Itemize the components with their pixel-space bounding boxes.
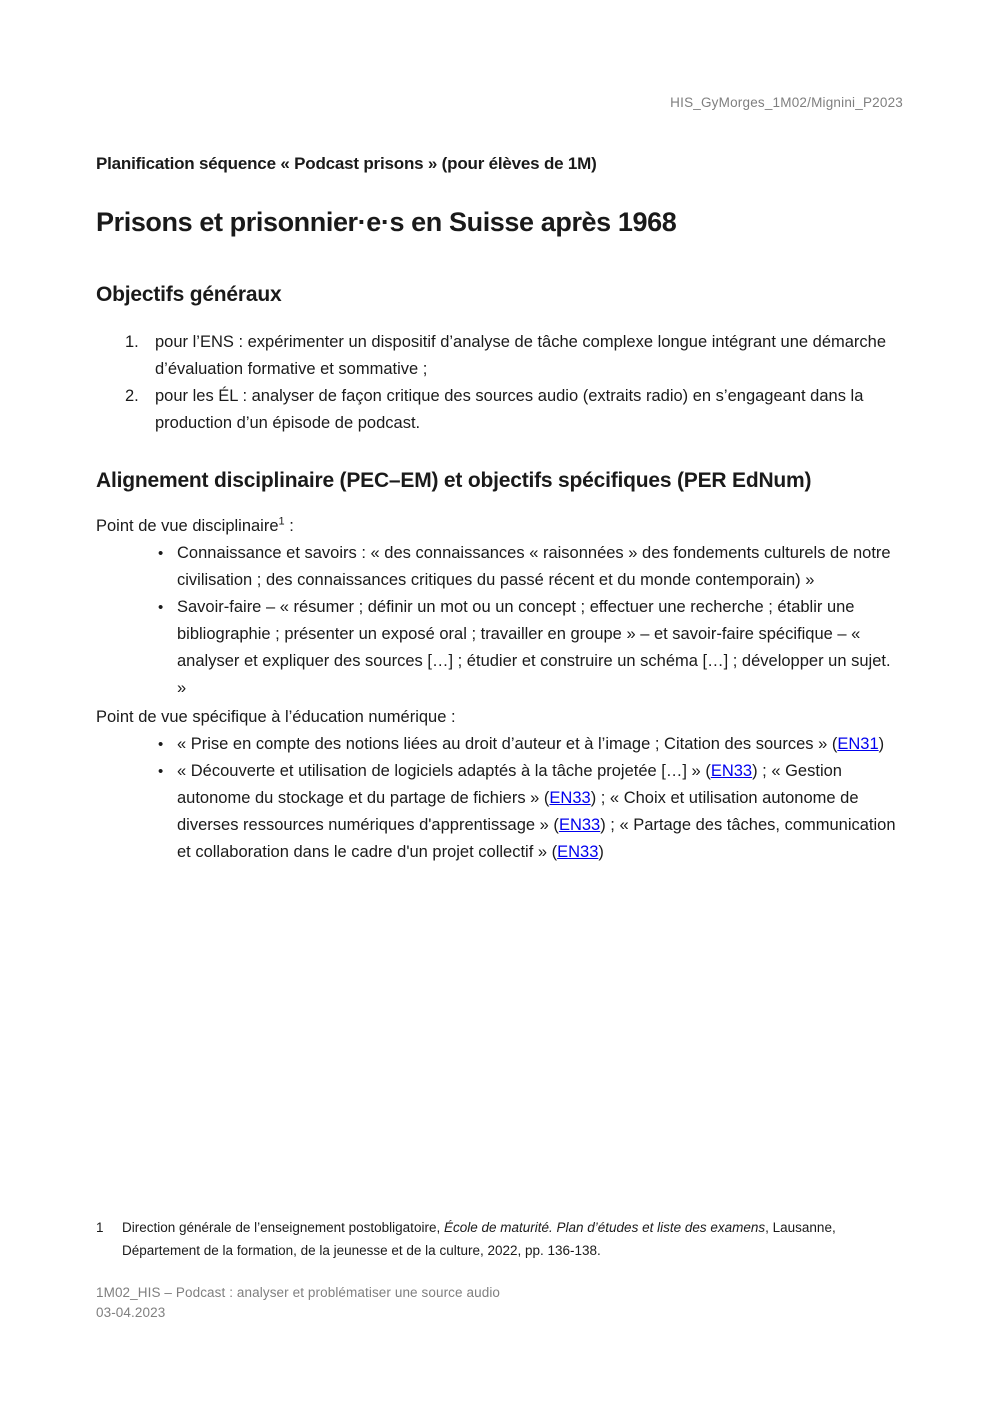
bullet-list-item — [96, 758, 903, 866]
footnote-reference-marker: 1 — [278, 515, 285, 528]
intro-suffix: : — [284, 517, 294, 535]
ednum-bullet-list — [96, 731, 903, 866]
ednum-intro: Point de vue spécifique à l’éducation numérique : — [96, 708, 456, 726]
section-heading-alignement-disciplinaire: Alignement disciplinaire (PEC–EM) et objectifs spécifiques (PER EdNum) — [96, 469, 812, 492]
list-item-text: pour l’ENS : expérimenter un dispositif d’analyse de tâche complexe longue intégrant une démarche d’évaluation formative et sommative ; — [155, 333, 887, 378]
list-item-text: pour les ÉL : analyser de façon critique des sources audio (extraits radio) en s’engageant dans la production d’un épisode de podcast. — [155, 387, 864, 432]
bullet-item-text — [177, 758, 903, 866]
list-item-number: 1. — [125, 333, 139, 351]
footnote-text — [122, 1216, 903, 1262]
bullet-list-item — [96, 594, 903, 702]
bullet-marker: • — [158, 599, 164, 616]
subject-line: Planification séquence « Podcast prisons » (pour élèves de 1M) — [96, 154, 597, 173]
list-item-number: 2. — [125, 387, 139, 405]
header-reference: HIS_GyMorges_1M02/Mignini_P2023 — [670, 95, 903, 110]
objectives-numbered-list — [96, 329, 903, 437]
text-segment: ) ; « Gestion autonome du stockage et du partage de fichiers » ( — [177, 762, 842, 807]
disciplinary-intro — [96, 513, 903, 540]
footnote-italic-title: École de maturité. Plan d’études et liste des examens — [443, 1220, 766, 1235]
bullet-list-item — [96, 540, 903, 594]
numbered-list-item — [96, 329, 903, 383]
link-EN33[interactable]: EN33 — [710, 762, 753, 780]
disciplinary-bullet-list — [96, 540, 903, 702]
bullet-marker: • — [158, 763, 164, 780]
text-segment: « Découverte et utilisation de logiciels adaptés à la tâche projetée […] » ( — [177, 762, 711, 780]
intro-text: Point de vue disciplinaire — [96, 517, 279, 535]
text-segment: ) — [878, 735, 885, 753]
bullet-marker: • — [158, 545, 164, 562]
page-footer — [96, 1283, 903, 1323]
footer-line-date: 03-04.2023 — [96, 1305, 166, 1320]
bullet-list-item — [96, 731, 903, 758]
footer-line-title: 1M02_HIS – Podcast : analyser et problématiser une source audio — [96, 1285, 501, 1300]
text-segment: ) ; « Choix et utilisation autonome de diverses ressources numériques d'apprentissage » ( — [177, 789, 859, 834]
text-segment: « Prise en compte des notions liées au droit d’auteur et à l’image ; Citation des sources » ( — [177, 735, 838, 753]
bullet-item-text: Savoir-faire – « résumer ; définir un mot ou un concept ; effectuer une recherche ; établir une bibliographie ; présenter un exposé oral ; travailler en groupe » – et savoir-faire spécifique – « analyser et expliquer des sources […] ; étudier et construire un schéma […] ; développer un sujet. » — [177, 598, 891, 697]
text-segment: ) — [598, 843, 604, 861]
link-EN33[interactable]: EN33 — [557, 843, 599, 861]
bullet-item-text: Connaissance et savoirs : « des connaissances « raisonnées » des fondements culturels de notre civilisation ; des connaissances critiques du passé récent et du monde contemporain) » — [177, 544, 891, 589]
text-segment: Direction générale de l’enseignement postobligatoire, — [122, 1220, 444, 1235]
link-EN33[interactable]: EN33 — [549, 789, 591, 807]
page-title: Prisons et prisonnier·e·s en Suisse après 1968 — [96, 207, 677, 237]
text-segment: ) ; « Partage des tâches, communication et collaboration dans le cadre d'un projet collectif » ( — [177, 816, 896, 861]
numbered-list-item — [96, 383, 903, 437]
bullet-marker: • — [158, 736, 164, 753]
text-segment: , Lausanne, Département de la formation, de la jeunesse et de la culture, 2022, pp. 136-138. — [122, 1220, 836, 1258]
footnote-number: 1 — [96, 1220, 104, 1235]
footnote — [96, 1216, 903, 1262]
section-heading-objectifs-generaux: Objectifs généraux — [96, 283, 282, 306]
link-EN33[interactable]: EN33 — [558, 816, 601, 834]
link-EN31[interactable]: EN31 — [837, 735, 879, 753]
bullet-item-text — [177, 731, 903, 758]
